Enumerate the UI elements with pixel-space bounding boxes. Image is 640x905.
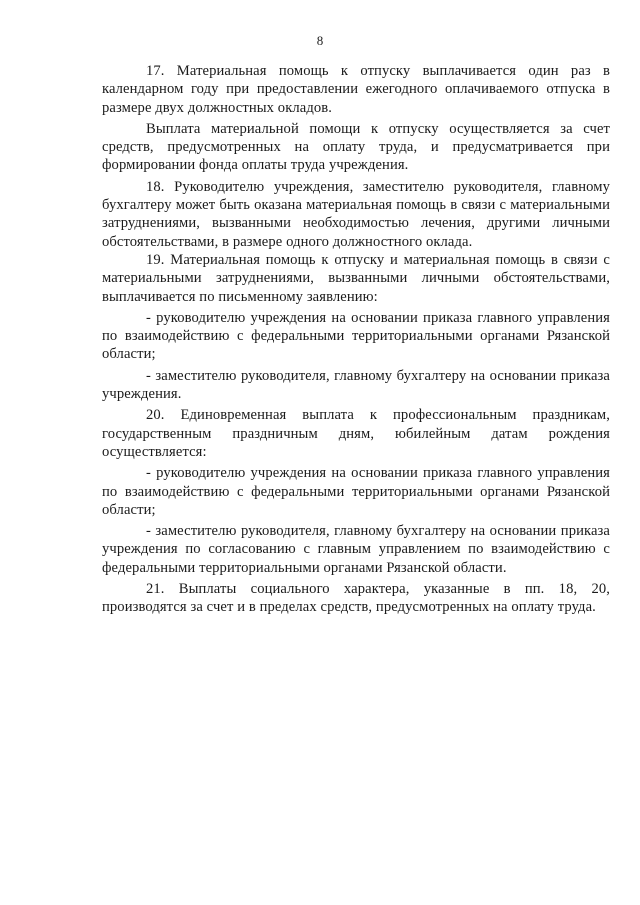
page-number: 8 xyxy=(316,33,324,48)
paragraph-19-item-deputy: - заместителю руководителя, главному бухгалтеру на основании приказа учреждения. xyxy=(102,367,610,403)
paragraph-20: 20. Единовременная выплата к профессиональным праздникам, государственным праздничным дням, юбилейным датам рождения осуществляется: xyxy=(102,407,610,460)
document-body xyxy=(102,62,610,617)
paragraph-21: 21. Выплаты социального характера, указанные в пп. 18, 20, производятся за счет и в пределах средств, предусмотренных на оплату труда. xyxy=(102,581,610,616)
paragraph-19: 19. Материальная помощь к отпуску и материальная помощь в связи с материальными затруднениями, вызванными личными обстоятельствами, выплачивается по письменному заявлению: xyxy=(102,251,610,305)
paragraph-20-item-head: - руководителю учреждения на основании приказа главного управления по взаимодействию с федеральными территориальными органами Рязанской области; xyxy=(102,465,610,518)
paragraph-19-item-head: - руководителю учреждения на основании приказа главного управления по взаимодействию с федеральными территориальными органами Рязанской области; xyxy=(102,309,610,363)
paragraph-17: 17. Материальная помощь к отпуску выплачивается один раз в календарном году при предоставлении ежегодного оплачиваемого отпуска в размере двух должностных окладов. xyxy=(102,63,610,116)
paragraph-18: 18. Руководителю учреждения, заместителю руководителя, главному бухгалтеру может быть оказана материальная помощь в связи с материальными затруднениями, вызванными необходимостью лечения, другими личными обстоятельствами, в размере одного должностного оклада. xyxy=(102,178,610,250)
paragraph-20-item-deputy: - заместителю руководителя, главному бухгалтеру на основании приказа учреждения по согласованию с главным управлением по взаимодействию с федеральными территориальными органами Рязанской области. xyxy=(102,523,610,576)
paragraph-17-funding: Выплата материальной помощи к отпуску осуществляется за счет средств, предусмотренных на оплату труда, и предусматривается при формировании фонда оплаты труда учреждения. xyxy=(102,120,610,174)
